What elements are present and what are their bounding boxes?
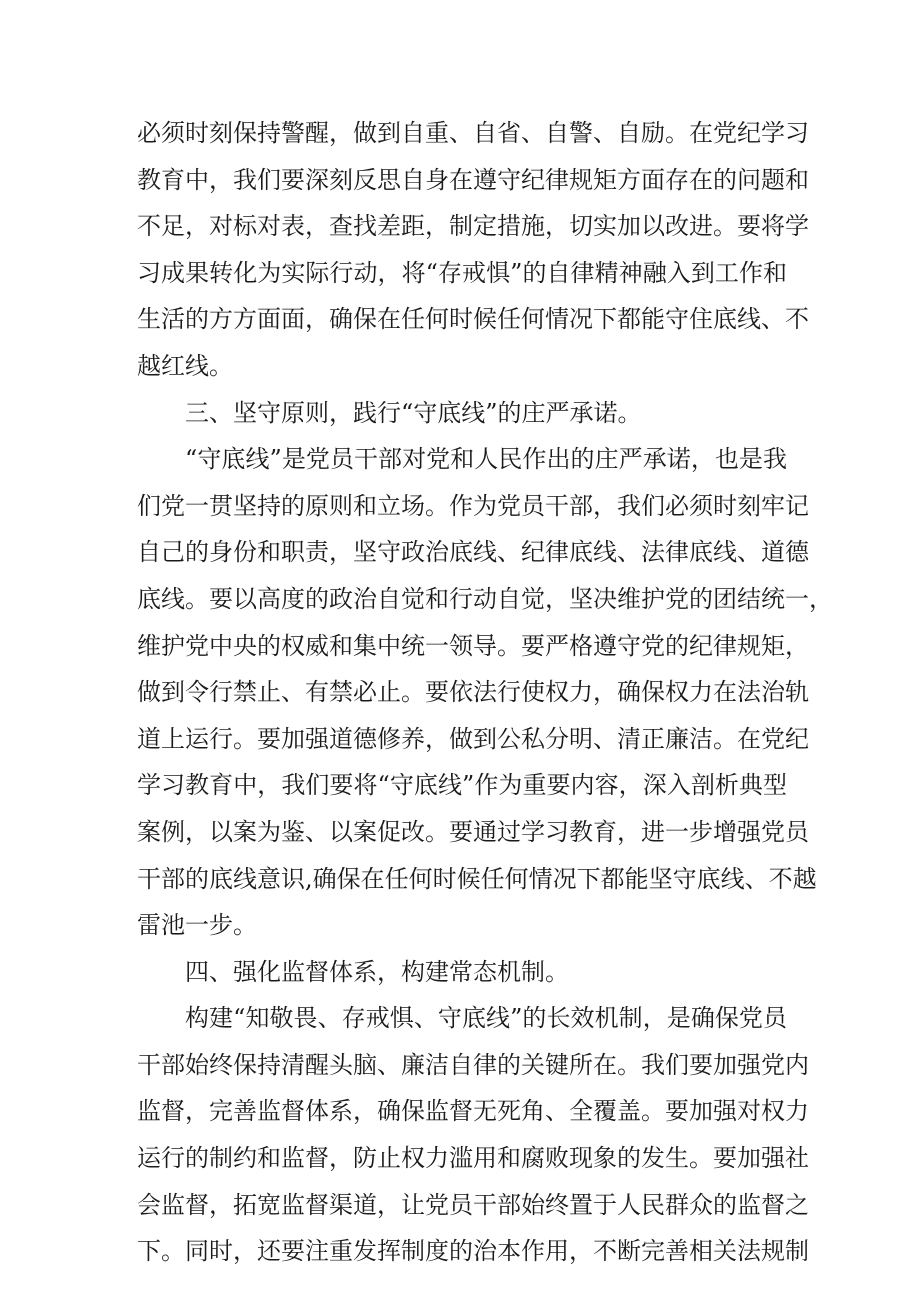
section-heading-3: 三、坚守原则，践行“守底线”的庄严承诺。 (185, 398, 642, 427)
paragraph-line: 习成果转化为实际行动，将“存戒惧”的自律精神融入到工作和 (137, 258, 787, 287)
paragraph-line: 不足，对标对表，查找差距，制定措施，切实加以改进。要将学 (137, 212, 809, 241)
paragraph-line: 干部的底线意识,确保在任何时候任何情况下都能坚守底线、不越 (137, 864, 817, 893)
paragraph-line: “守底线”是党员干部对党和人民作出的庄严承诺，也是我 (185, 445, 787, 474)
paragraph-line: 监督，完善监督体系，确保监督无死角、全覆盖。要加强对权力 (137, 1097, 809, 1126)
paragraph-line: 做到令行禁止、有禁必止。要依法行使权力，确保权力在法治轨 (137, 678, 809, 707)
paragraph-line: 必须时刻保持警醒，做到自重、自省、自警、自励。在党纪学习 (137, 119, 809, 147)
paragraph-line: 干部始终保持清醒头脑、廉洁自律的关键所在。我们要加强党内 (137, 1050, 809, 1079)
paragraph-line: 运行的制约和监督，防止权力滥用和腐败现象的发生。要加强社 (137, 1144, 809, 1173)
paragraph-line: 生活的方方面面，确保在任何时候任何情况下都能守住底线、不 (137, 305, 809, 334)
paragraph-line: 下。同时，还要注重发挥制度的治本作用，不断完善相关法规制 (137, 1237, 809, 1266)
paragraph-line: 雷池一步。 (137, 911, 257, 940)
section-heading-4: 四、强化监督体系，构建常态机制。 (185, 957, 569, 986)
paragraph-line: 学习教育中，我们要将“守底线”作为重要内容，深入剖析典型 (137, 771, 787, 800)
paragraph-line: 案例，以案为鉴、以案促改。要通过学习教育，进一步增强党员 (137, 817, 809, 846)
paragraph-line: 教育中，我们要深刻反思自身在遵守纪律规矩方面存在的问题和 (137, 165, 809, 194)
paragraph-line: 自己的身份和职责，坚守政治底线、纪律底线、法律底线、道德 (137, 538, 809, 567)
paragraph-line: 底线。要以高度的政治自觉和行动自觉，坚决维护党的团结统一， (137, 584, 833, 613)
paragraph-line: 越红线。 (137, 351, 233, 380)
paragraph-line: 道上运行。要加强道德修养，做到公私分明、清正廉洁。在党纪 (137, 724, 809, 753)
document-body (137, 110, 833, 1275)
paragraph-line: 维护党中央的权威和集中统一领导。要严格遵守党的纪律规矩， (137, 631, 809, 660)
paragraph-line: 们党一贯坚持的原则和立场。作为党员干部，我们必须时刻牢记 (137, 491, 809, 520)
paragraph-line: 会监督，拓宽监督渠道，让党员干部始终置于人民群众的监督之 (137, 1190, 809, 1219)
paragraph-line: 构建“知敬畏、存戒惧、守底线”的长效机制，是确保党员 (185, 1004, 787, 1033)
